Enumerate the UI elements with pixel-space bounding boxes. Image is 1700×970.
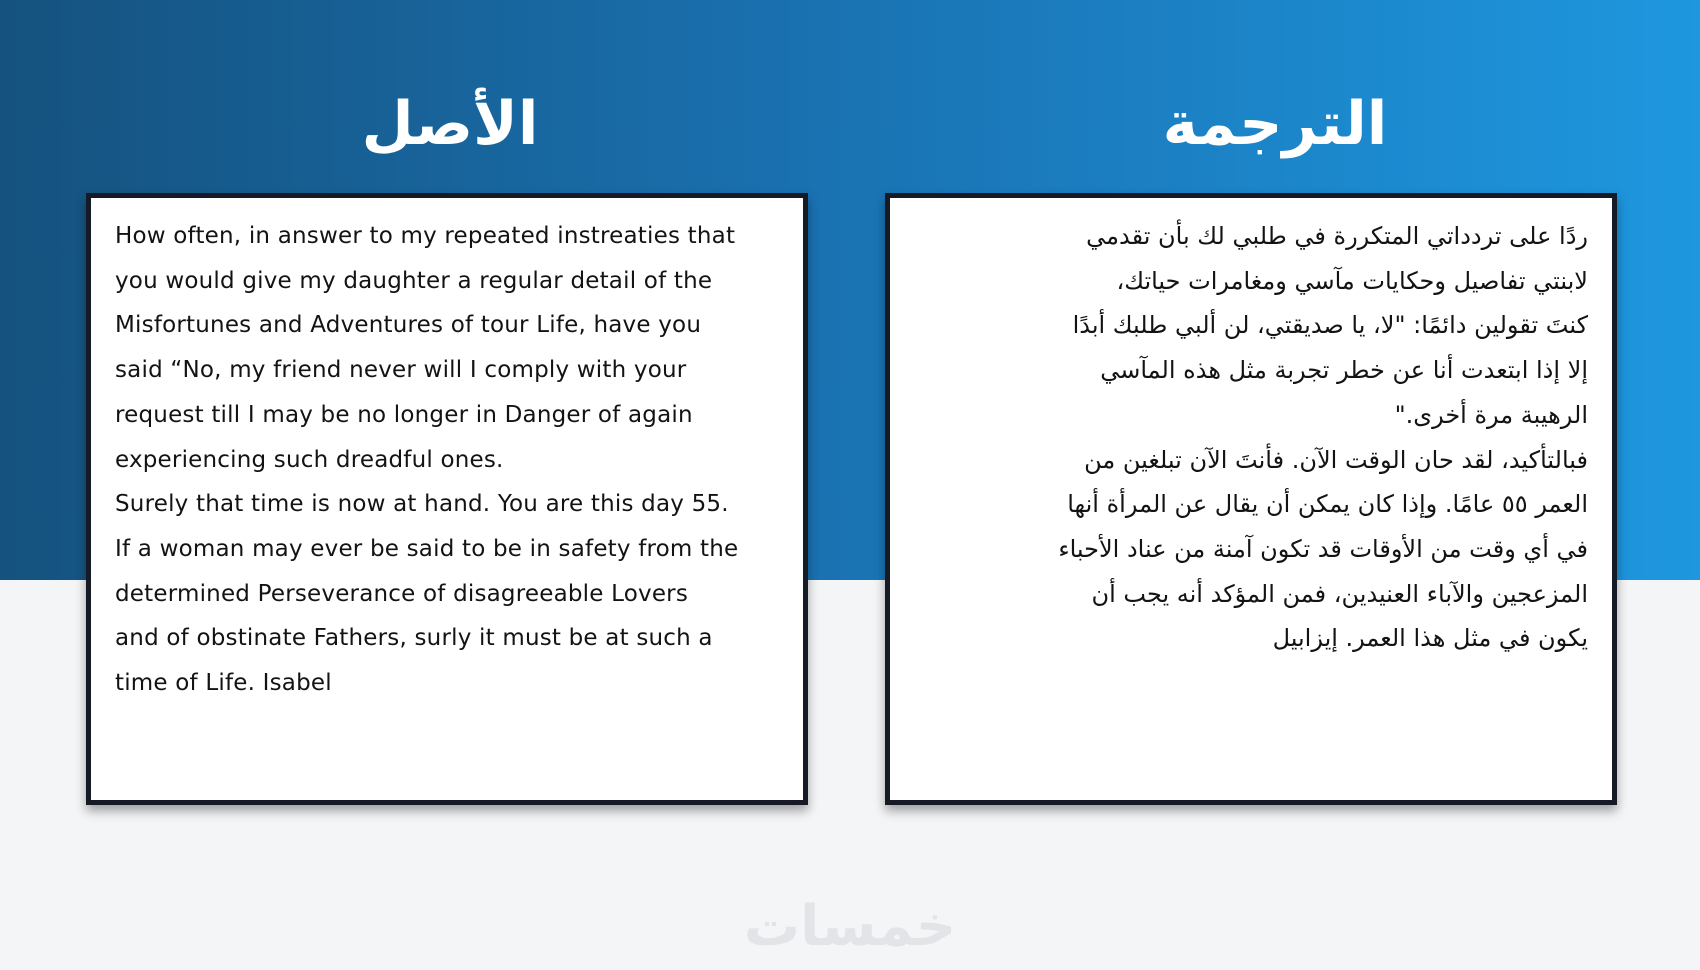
original-line: How often, in answer to my repeated instreaties that — [115, 223, 736, 249]
original-line: Surely that time is now at hand. You are this day 55. — [115, 491, 729, 518]
translation-line: ردًا على تردداتي المتكررة في طلبي لك بأن تقدمي — [1086, 222, 1588, 250]
translation-line: الرهيبة مرة أخرى." — [1394, 400, 1588, 429]
translation-line: إلا إذا ابتعدت أنا عن خطر تجربة مثل هذه المآسي — [1100, 356, 1588, 385]
original-line: said “No, my friend never will I comply with your — [115, 357, 687, 384]
translation-line: لابنتي تفاصيل وحكايات مآسي ومغامرات حياتك، — [1116, 266, 1588, 295]
khamsat-watermark-logo: خمسات — [743, 894, 957, 959]
original-line: experiencing such dreadful ones. — [115, 446, 504, 473]
translation-line: المزعجين والآباء العنيدين، فمن المؤكد أنه يجب أن — [1091, 579, 1588, 608]
translation-line: يكون في مثل هذا العمر. إيزابيل — [1272, 624, 1588, 653]
heading-translation: الترجمة — [1162, 89, 1388, 159]
original-line: you would give my daughter a regular detail of the — [115, 267, 713, 294]
original-text — [115, 214, 805, 706]
original-line: If a woman may ever be said to be in safety from the — [115, 535, 739, 562]
original-line: determined Perseverance of disagreeable Lovers — [115, 580, 689, 607]
original-line: request till I may be no longer in Danger of again — [115, 401, 693, 428]
original-text-panel — [86, 193, 808, 805]
translation-line: فبالتأكيد، لقد حان الوقت الآن. فأنتَ الآن تبلغين من — [1084, 445, 1588, 474]
original-line: Misfortunes and Adventures of tour Life, have you — [115, 312, 702, 339]
translation-line: كنتَ تقولين دائمًا: "لا، يا صديقتي، لن ألبي طلبك أبدًا — [1072, 311, 1588, 340]
translation-line: في أي وقت من الأوقات قد تكون آمنة من عناد الأحباء — [1058, 534, 1588, 563]
original-line: and of obstinate Fathers, surly it must be at such a — [115, 625, 713, 652]
heading-original: الأصل — [361, 89, 539, 159]
translation-text-panel — [885, 193, 1617, 805]
translation-line: العمر ٥٥ عامًا. وإذا كان يمكن أن يقال عن المرأة أنها — [1067, 490, 1588, 519]
original-line: time of Life. Isabel — [115, 670, 332, 697]
translation-text — [898, 214, 1588, 661]
